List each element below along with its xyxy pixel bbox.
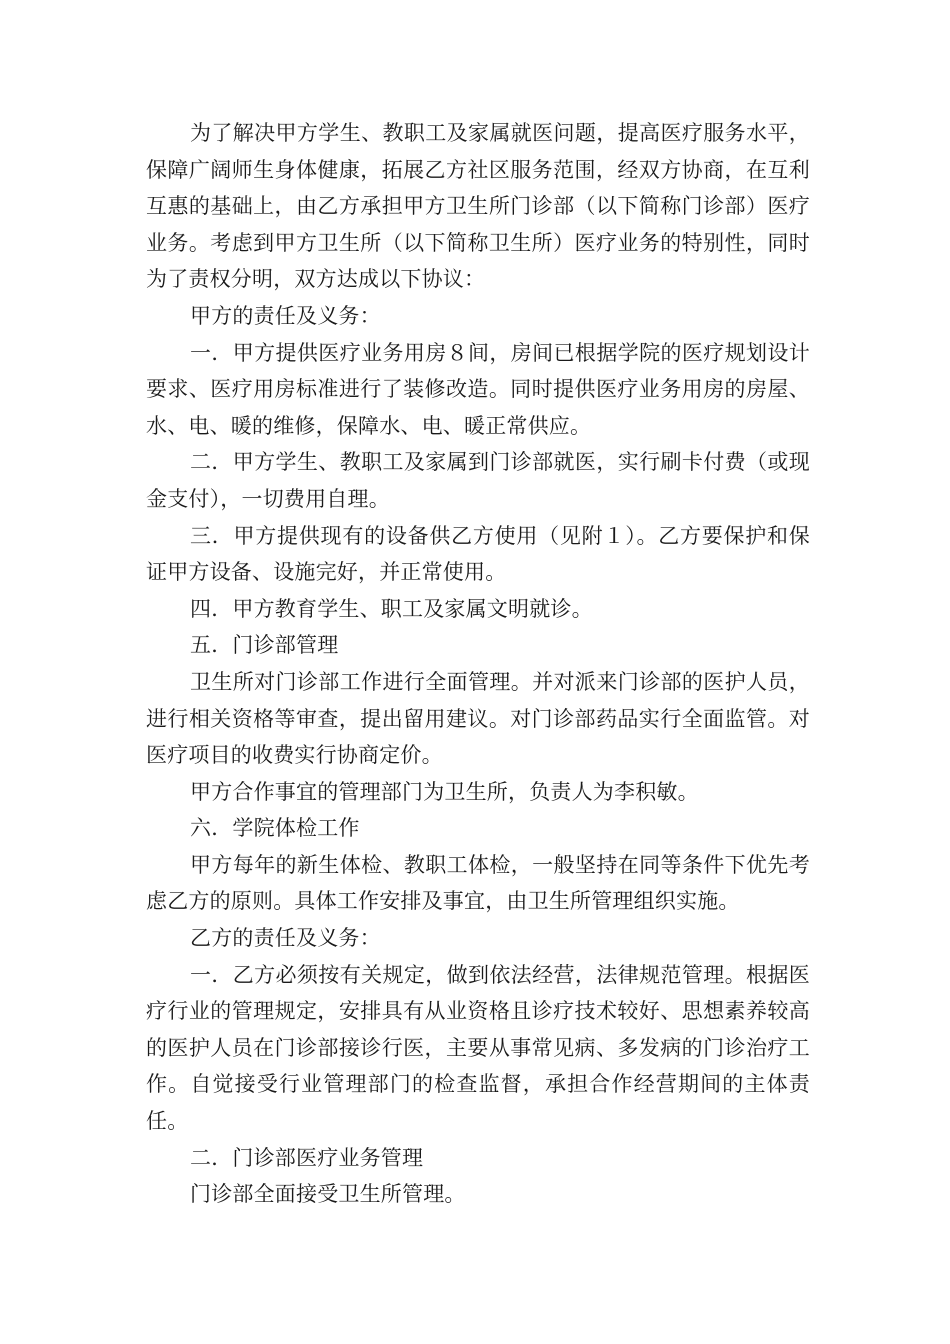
party-b-clause-1: 一．乙方必须按有关规定，做到依法经营，法律规范管理。根据医疗行业的管理规定，安排具有从业资格且诊疗技术较好、思想素养较高的医护人员在门诊部接诊行医，主要从事常见病、多发病的门诊治疗工作。自觉接受行业管理部门的检查监督，承担合作经营期间的主体责任。 — [146, 962, 810, 1134]
party-a-clause-3: 三．甲方提供现有的设备供乙方使用（见附１）。乙方要保护和保证甲方设备、设施完好，并正常使用。 — [146, 523, 810, 585]
document-body — [146, 115, 810, 1213]
management-contact-paragraph: 甲方合作事宜的管理部门为卫生所，负责人为李积敏。 — [190, 779, 699, 804]
party-a-clause-2: 二．甲方学生、教职工及家属到门诊部就医，实行刷卡付费（或现金支付），一切费用自理。 — [146, 450, 810, 511]
party-b-clause-2-heading: 二．门诊部医疗业务管理 — [190, 1145, 424, 1170]
clinic-accepts-management-paragraph: 门诊部全面接受卫生所管理。 — [190, 1182, 466, 1207]
physical-exam-paragraph: 甲方每年的新生体检、教职工体检，一般坚持在同等条件下优先考虑乙方的原则。具体工作安排及事宜，由卫生所管理组织实施。 — [146, 852, 810, 914]
party-a-clause-1: 一．甲方提供医疗业务用房８间，房间已根据学院的医疗规划设计要求、医疗用房标准进行了装修改造。同时提供医疗业务用房的房屋、水、电、暖的维修，保障水、电、暖正常供应。 — [146, 340, 810, 438]
party-a-heading: 甲方的责任及义务： — [190, 303, 381, 328]
party-b-heading: 乙方的责任及义务： — [190, 926, 381, 951]
intro-paragraph: 为了解决甲方学生、教职工及家属就医问题，提高医疗服务水平，保障广阔师生身体健康，拓展乙方社区服务范围，经双方协商，在互利互惠的基础上，由乙方承担甲方卫生所门诊部（以下简称门诊部）医疗业务。考虑到甲方卫生所（以下简称卫生所）医疗业务的特别性，同时为了责权分明，双方达成以下协议： — [146, 121, 810, 292]
party-a-clause-4: 四．甲方教育学生、职工及家属文明就诊。 — [190, 596, 593, 621]
clinic-management-paragraph: 卫生所对门诊部工作进行全面管理。并对派来门诊部的医护人员，进行相关资格等审查，提出留用建议。对门诊部药品实行全面监管。对医疗项目的收费实行协商定价。 — [146, 669, 810, 768]
party-a-clause-5-heading: 五．门诊部管理 — [190, 633, 339, 658]
party-a-clause-6-heading: 六．学院体检工作 — [190, 816, 360, 841]
